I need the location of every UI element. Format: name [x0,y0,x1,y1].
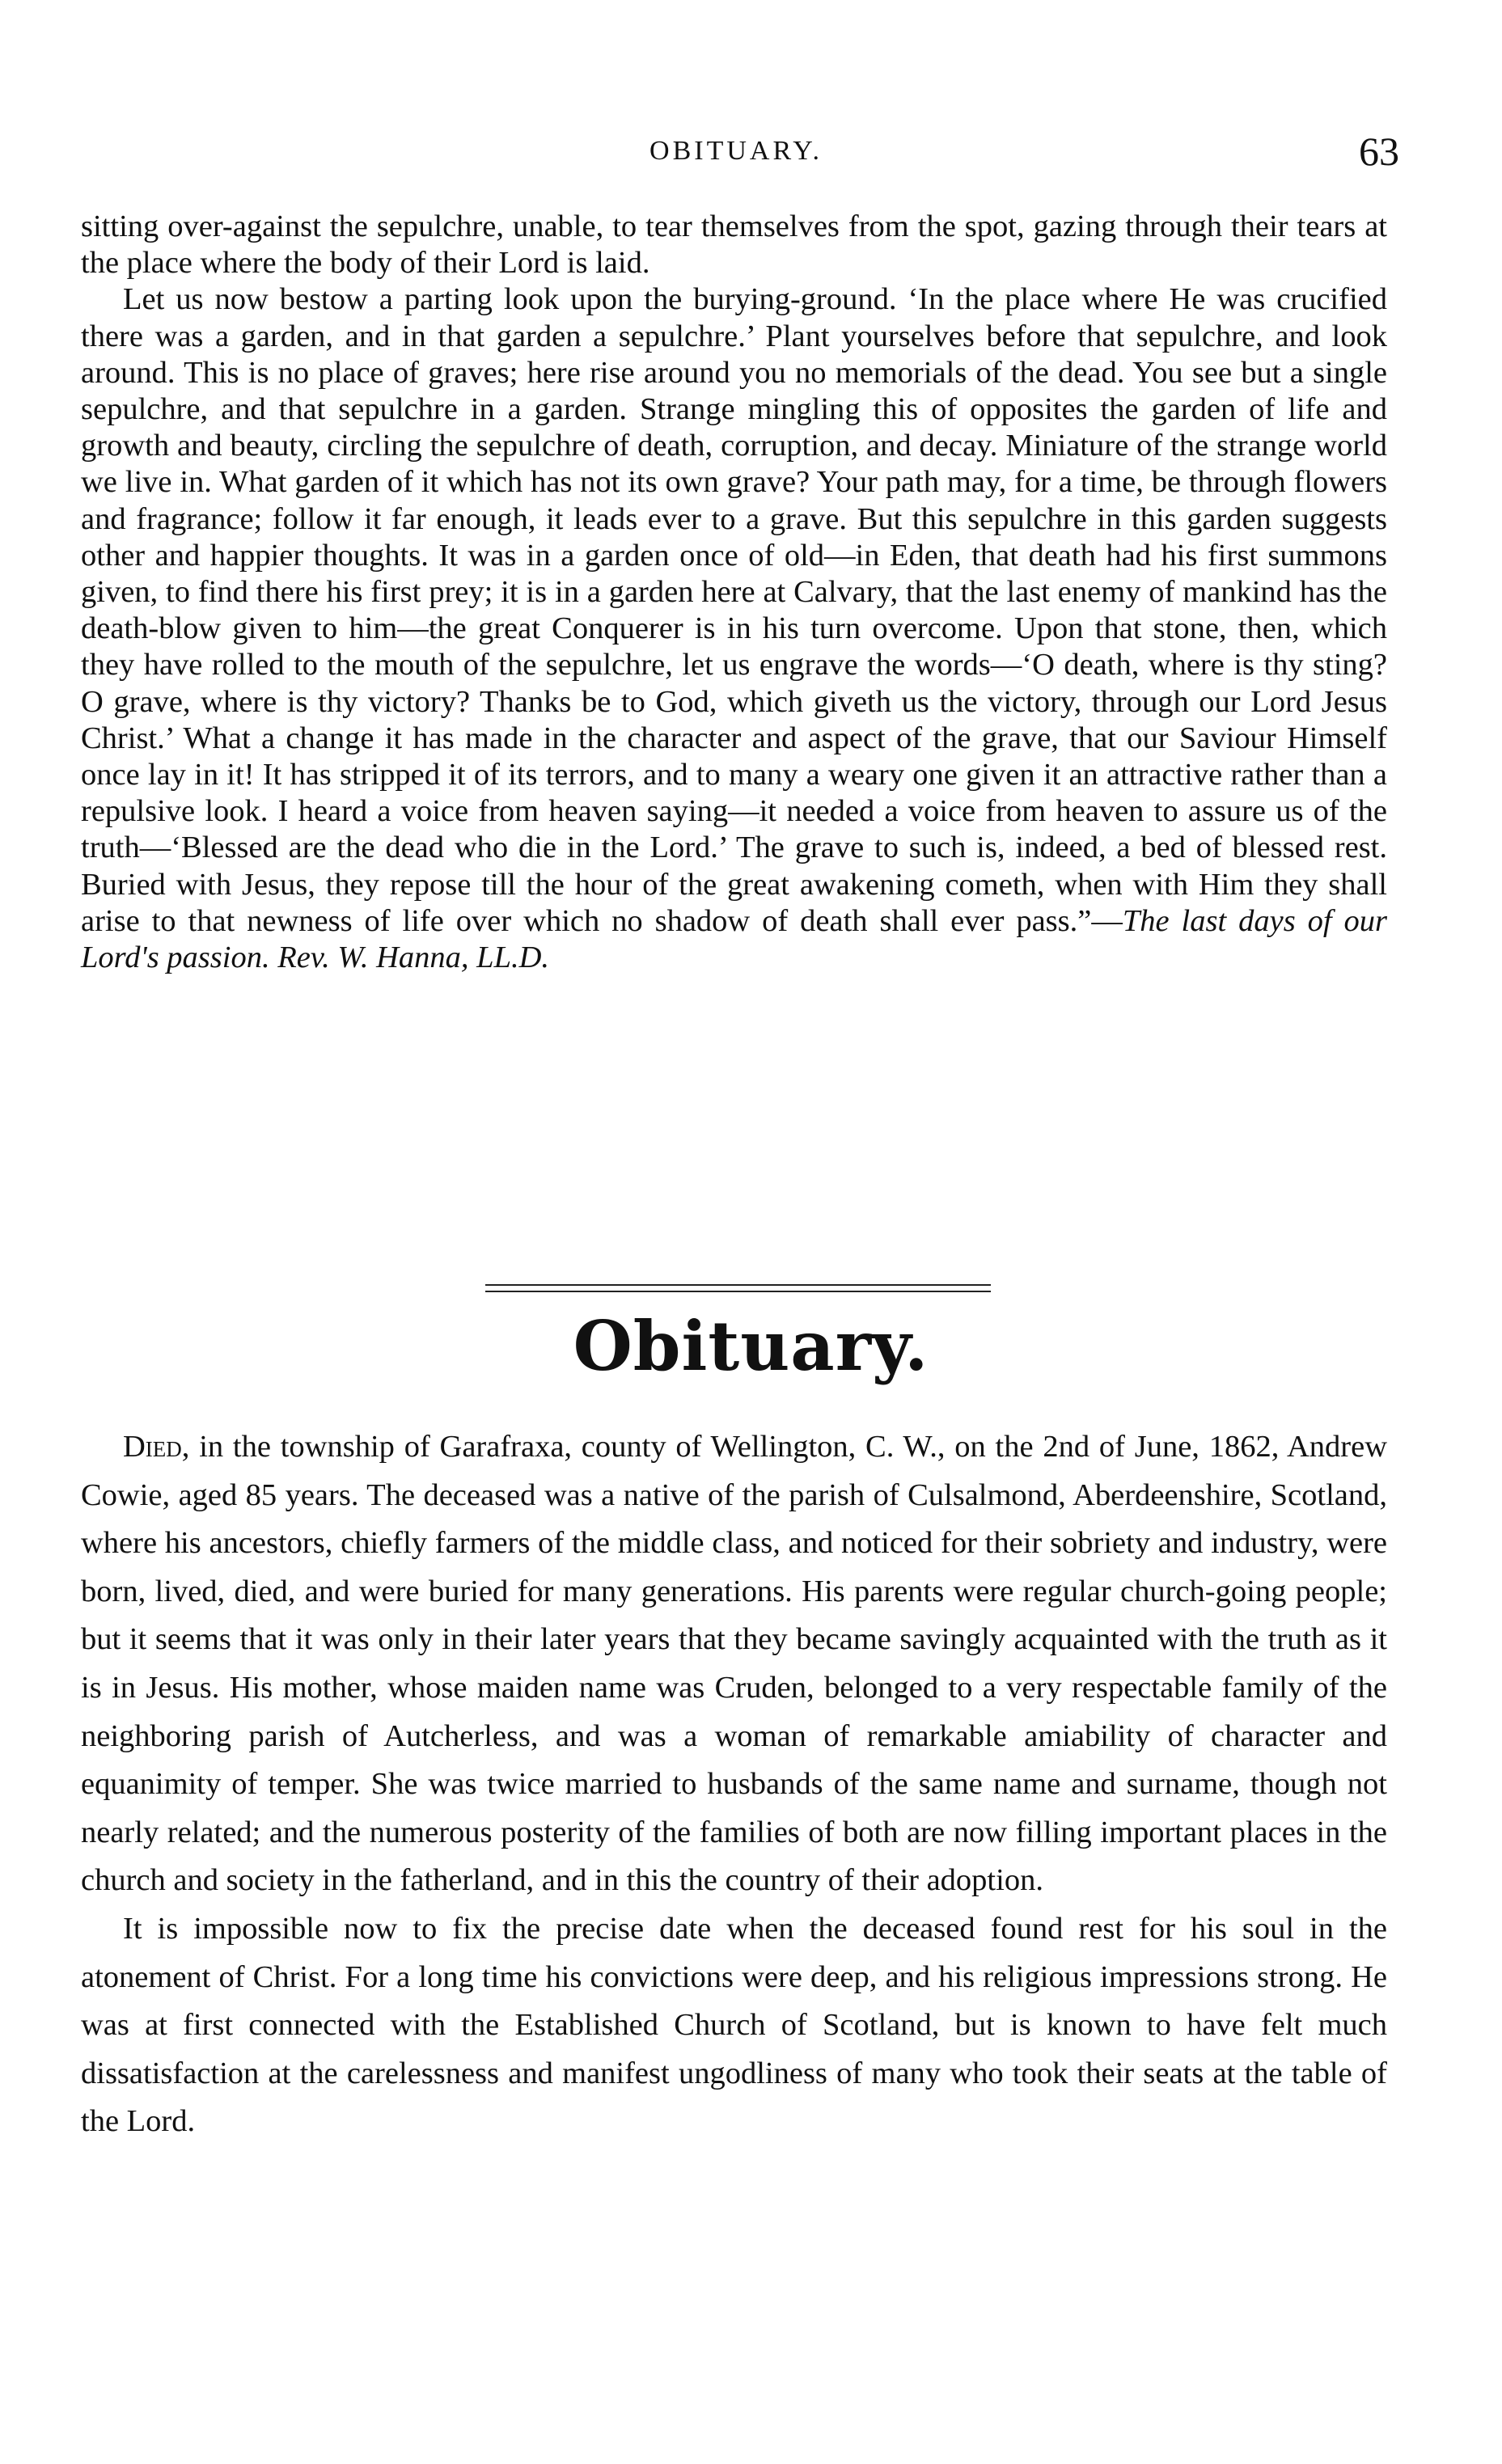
burial-ground-paragraph [81,281,1387,976]
obituary-paragraph-1 [81,1423,1387,1905]
continued-article [81,209,1387,976]
died-word: Died [123,1430,182,1464]
obituary-article [81,1423,1387,2146]
source-title: The last days of our Lord's passion. [81,903,1387,975]
obituary-paragraph-2: It is impossible now to fix the precise date when the deceased found rest for his soul in the atonement of Christ. For a long time his convictions were deep, and his religious impressions strong. He was at first connected with the Established Church of Scotland, but is known to have felt much dissatisfaction at the carelessness and manifest ungodliness of many who took their seats at the table of the Lord. [81,1911,1387,2139]
obituary-heading: Obituary. [573,1306,929,1386]
burial-ground-text: Let us now bestow a parting look upon the burying-ground. ‘In the place where He was crucified there was a garden, and in that garden a sepulchre.’ Plant yourselves before that sepulchre, and look around. This is no place of graves; here rise around you no memorials of the dead. You see but a single sepulchre, and that sepulchre in a garden. Strange mingling this of opposites the garden of life and growth and beauty, circling the sepulchre of death, corruption, and decay. Miniature of the strange world we live in. What garden of it which has not its own grave? Your path may, for a time, be through flowers and fragrance; follow it far enough, it leads ever to a grave. But this sepulchre in this garden suggests other and happier thoughts. It was in a garden once of old—in Eden, that death had his first summons given, to find there his first prey; it is in a garden here at Calvary, that the last enemy of mankind has the death-blow given to him—the great Conquerer is in his turn overcome. Upon that stone, then, which they have rolled to the mouth of the sepulchre, let us engrave the words—‘O death, where is thy sting? O grave, where is thy victory? Thanks be to God, which giveth us the victory, through our Lord Jesus Christ.’ What a change it has made in the character and aspect of the grave, that our Saviour Himself once lay in it! It has stripped it of its terrors, and to many a weary one given it an attractive rather than a repulsive look. I heard a voice from heaven saying—it needed a voice from heaven to assure us of the truth—‘Blessed are the dead who die in the Lord.’ The grave to such is, indeed, a bed of blessed rest. Buried with Jesus, they repose till the hour of the great awakening cometh, when with Him they shall arise to that newness of life over which no shadow of death shall ever pass.”— [81,282,1387,938]
author-signature: Rev. W. Hanna, LL.D. [277,940,550,975]
running-header [89,128,1399,176]
section-divider [485,1284,991,1286]
obituary-paragraph-1-text: , in the township of Garafraxa, county of Wellington, C. W., on the 2nd of June, 1862, Andrew Cowie, aged 85 years. The deceased was a native of the parish of Culsalmond, Aberdeenshire, Scotland, where his ancestors, chiefly farmers of the middle class, and noticed for their sobriety and industry, were born, lived, died, and were buried for many generations. His parents were regular church-going people; but it seems that it was only in their later years that they became savingly acquainted with the truth as it is in Jesus. His mother, whose maiden name was Cruden, belonged to a very respectable family of the neighboring parish of Autcherless, and was a woman of remarkable amiability of character and equanimity of temper. She was twice married to husbands of the same name and surname, though not nearly related; and the numerous posterity of the families of both are now filling important places in the church and society in the fatherland, and in this the country of their adoption. [81,1430,1387,1898]
running-title: OBITUARY. [649,136,823,166]
continued-paragraph: sitting over-against the sepulchre, unable, to tear themselves from the spot, gazing through their tears at the place where the body of their Lord is laid. [81,209,1387,281]
page-number: 63 [1359,129,1399,174]
